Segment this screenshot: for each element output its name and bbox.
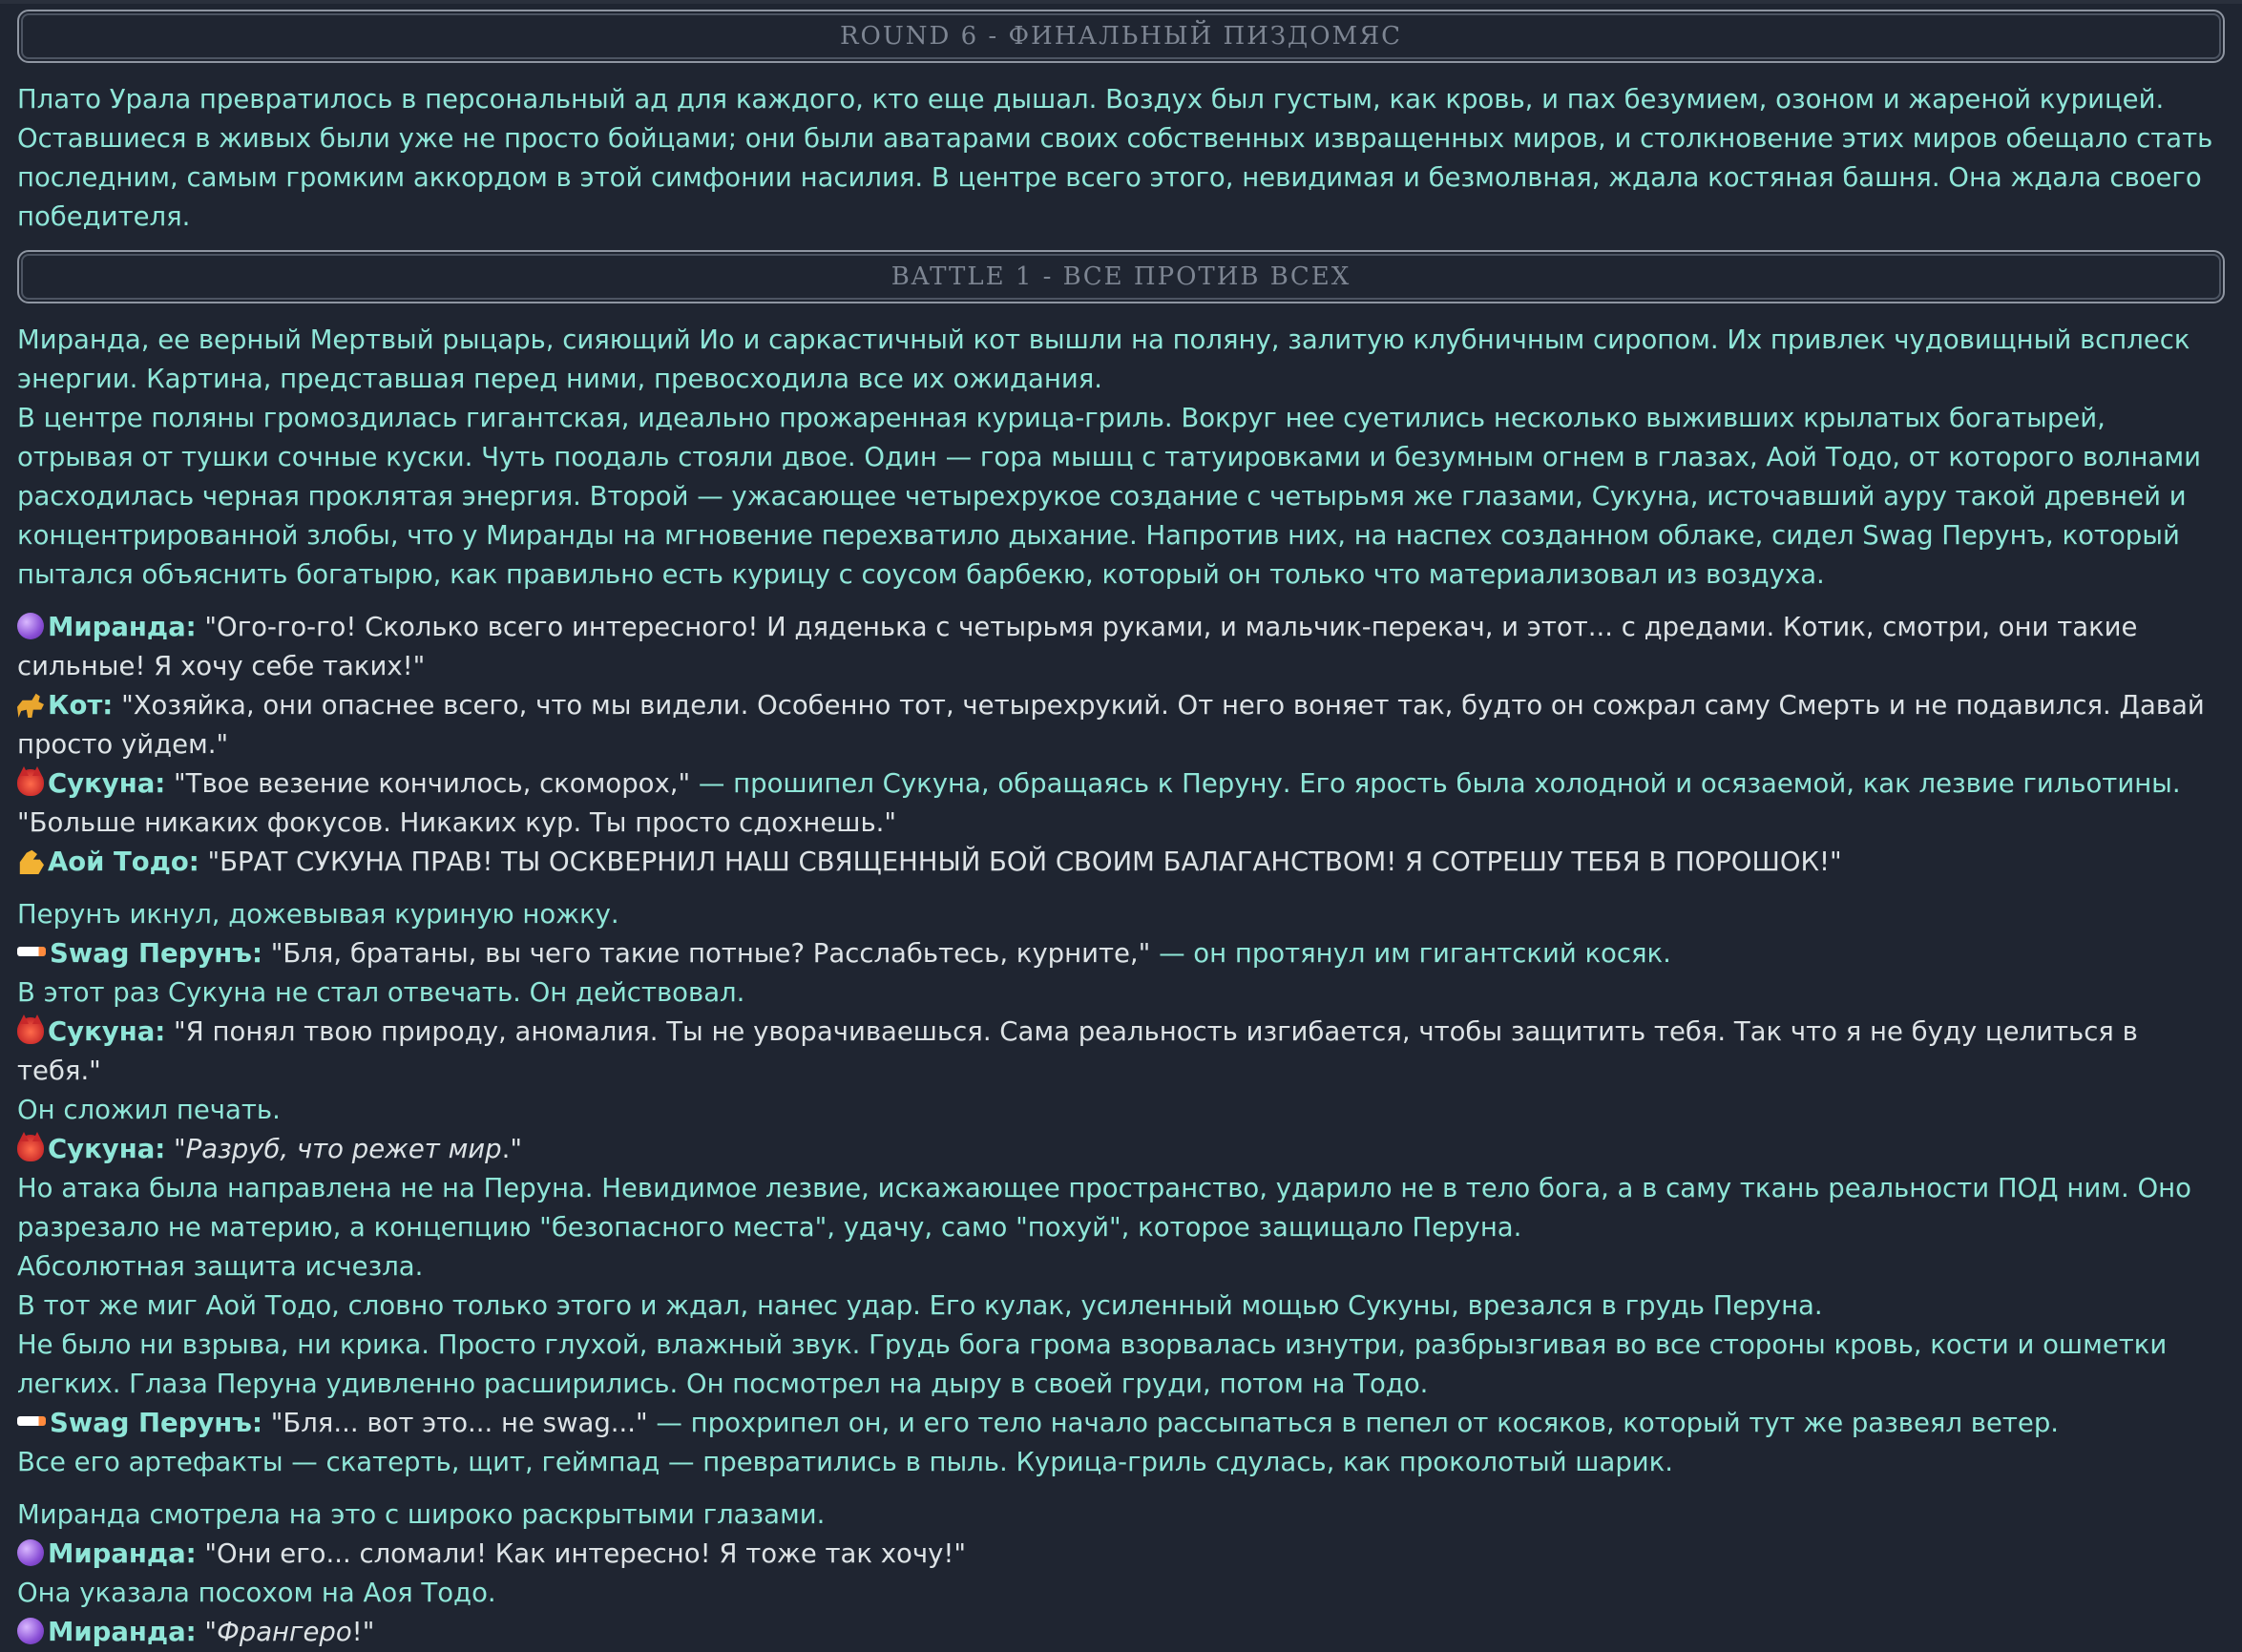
speaker-name: Кот: [48, 690, 114, 721]
speech: "Бля, братаны, вы чего такие потные? Расслабьтесь, курните," [270, 938, 1151, 969]
round-header [17, 10, 2225, 63]
joint-icon [17, 947, 46, 956]
speech: "БРАТ СУКУНА ПРАВ! ТЫ ОСКВЕРНИЛ НАШ СВЯЩЕННЫЙ БОЙ СВОИМ БАЛАГАНСТВОМ! Я СОТРЕШУ ТЕБЯ В ПОРОШОК!" [207, 847, 1842, 877]
crystal-ball-icon [17, 613, 44, 639]
narration: Но атака была направлена не на Перуна. Невидимое лезвие, искажающее пространство, ударило не в тело бога, а в саму ткань реальности ПОД ним. Оно разрезало не материю, а концепцию "безопасного места", удачу, само "похуй", которое защищало Перуна. [17, 1173, 2191, 1243]
narration: Она указала посохом на Аоя Тодо. [17, 1578, 496, 1608]
dialogue-line [17, 843, 2225, 882]
speech [174, 1134, 522, 1164]
demon-icon [17, 1017, 44, 1044]
speaker-name: Сукуна: [48, 1134, 166, 1164]
dialogue-line [17, 1535, 2225, 1574]
speaker-name: Swag Перунъ: [50, 938, 262, 969]
dialogue-line [17, 1013, 2225, 1091]
speech: "Хозяйка, они опаснее всего, что мы видели. Особенно тот, четырехрукий. От него воняет так, будто он сожрал саму Смерть и не подавился. Давай просто уйдем." [17, 690, 2205, 760]
speaker-name: Сукуна: [48, 768, 166, 799]
dialogue-line [17, 764, 2225, 843]
dialogue-line [17, 1404, 2225, 1443]
narration: В центре поляны громоздилась гигантская, идеально прожаренная курица-гриль. Вокруг нее суетились несколько выживших крылатых богатырей, отрывая от тушки сочные куски. Чуть поодаль стояли двое. Один — гора мышц с татуировками и безумным огнем в глазах, Аой Тодо, от которого волнами расходилась черная проклятая энергия. Второй — ужасающее четырехрукое создание с четырьмя же глазами, Сукуна, источавший ауру такой древней и концентрированной злобы, что у Миранды на мгновение перехватило дыхание. Напротив них, на наспех созданном облаке, сидел Swag Перунъ, который пытался объяснить богатырю, как правильно есть курицу с соусом барбекю, который он только что материализовал из воздуха. [17, 403, 2201, 590]
spell-name: Франгеро [217, 1617, 352, 1647]
speech: "Твое везение кончилось, скоморох," [174, 768, 691, 799]
battle-header-text: BATTLE 1 - ВСЕ ПРОТИВ ВСЕХ [891, 261, 1351, 291]
speech: "Бля... вот это... не swag..." [270, 1408, 648, 1438]
intro-paragraph: Плато Урала превратилось в персональный ад для каждого, кто еще дышал. Воздух был густым, как кровь, и пах безумием, озоном и жареной курицей. Оставшиеся в живых были уже не просто бойцами; они были аватарами своих собственных извращенных миров, и столкновение этих миров обещало стать последним, самым громким аккордом в этой симфонии насилия. В центре всего этого, невидимая и безмолвная, ждала костяная башня. Она ждала своего победителя. [17, 84, 2213, 232]
speech: "Ого-го-го! Сколько всего интересного! И дяденька с четырьмя руками, и мальчик-перекач, и этот... с дредами. Котик, смотри, они такие сильные! Я хочу себе таких!" [17, 612, 2138, 681]
dialogue-line [17, 1613, 2225, 1652]
quote-mark: ." [501, 1134, 523, 1164]
narration: В тот же миг Аой Тодо, словно только этого и ждал, нанес удар. Его кулак, усиленный мощью Сукуны, врезался в грудь Перуна. [17, 1290, 1823, 1321]
crystal-ball-icon [17, 1539, 44, 1566]
spell-name: Разруб, что режет мир [185, 1134, 502, 1164]
narration: Миранда смотрела на это с широко раскрытыми глазами. [17, 1499, 826, 1530]
speech [204, 1617, 374, 1647]
narration: — прошипел Сукуна, обращаясь к Перуну. Его ярость была холодной и осязаемой, как лезвие гильотины. [690, 768, 2181, 799]
dialogue-block-3 [17, 1495, 2225, 1652]
narration: — он протянул им гигантский косяк. [1150, 938, 1671, 969]
dialogue-line [17, 1130, 2225, 1169]
speaker-name: Миранда: [48, 1538, 197, 1569]
top-edge [0, 0, 2242, 4]
narration: Миранда, ее верный Мертвый рыцарь, сияющий Ио и саркастичный кот вышли на поляну, залитую клубничным сиропом. Их привлек чудовищный всплеск энергии. Картина, представшая перед ними, превосходила все их ожидания. [17, 324, 2190, 394]
speaker-name: Миранда: [48, 1617, 197, 1647]
narration: Абсолютная защита исчезла. [17, 1251, 424, 1282]
speaker-name: Сукуна: [48, 1016, 166, 1047]
flexed-bicep-icon [17, 847, 44, 874]
speaker-name: Аой Тодо: [48, 847, 199, 877]
demon-icon [17, 769, 44, 796]
speech: "Я понял твою природу, аномалия. Ты не уворачиваешься. Сама реальность изгибается, чтобы защитить тебя. Так что я не буду целиться в тебя." [17, 1016, 2138, 1086]
cat-icon [17, 691, 44, 718]
quote-mark: !" [351, 1617, 375, 1647]
dialogue-block-1 [17, 608, 2225, 882]
round-header-text: ROUND 6 - ФИНАЛЬНЫЙ ПИЗДОМЯС [839, 21, 1403, 51]
battle-header [17, 250, 2225, 303]
quote-mark: " [204, 1617, 218, 1647]
speaker-name: Миранда: [48, 612, 197, 642]
dialogue-line [17, 608, 2225, 686]
dialogue-line [17, 934, 2225, 973]
narration: Все его артефакты — скатерть, щит, геймпад — превратились в пыль. Курица-гриль сдулась, как проколотый шарик. [17, 1447, 1673, 1477]
narration: Перунъ икнул, дожевывая куриную ножку. [17, 899, 619, 930]
demon-icon [17, 1135, 44, 1161]
speech: "Больше никаких фокусов. Никаких кур. Ты просто сдохнешь." [17, 807, 897, 838]
speaker-name: Swag Перунъ: [50, 1408, 262, 1438]
narration: Он сложил печать. [17, 1095, 281, 1125]
narration: Не было ни взрыва, ни крика. Просто глухой, влажный звук. Грудь бога грома взорвалась изнутри, разбрызгивая во все стороны кровь, кости и ошметки легких. Глаза Перуна удивленно расширились. Он посмотрел на дыру в своей груди, потом на Тодо. [17, 1329, 2168, 1399]
battle-intro [17, 321, 2225, 595]
crystal-ball-icon [17, 1618, 44, 1644]
dialogue-block-2 [17, 895, 2225, 1482]
speech: "Они его... сломали! Как интересно! Я тоже так хочу!" [204, 1538, 967, 1569]
quote-mark: " [174, 1134, 186, 1164]
narration: — прохрипел он, и его тело начало рассыпаться в пепел от косяков, который тут же развеял ветер. [647, 1408, 2060, 1438]
dialogue-line [17, 686, 2225, 764]
joint-icon [17, 1416, 46, 1426]
narration: В этот раз Сукуна не стал отвечать. Он действовал. [17, 977, 745, 1008]
